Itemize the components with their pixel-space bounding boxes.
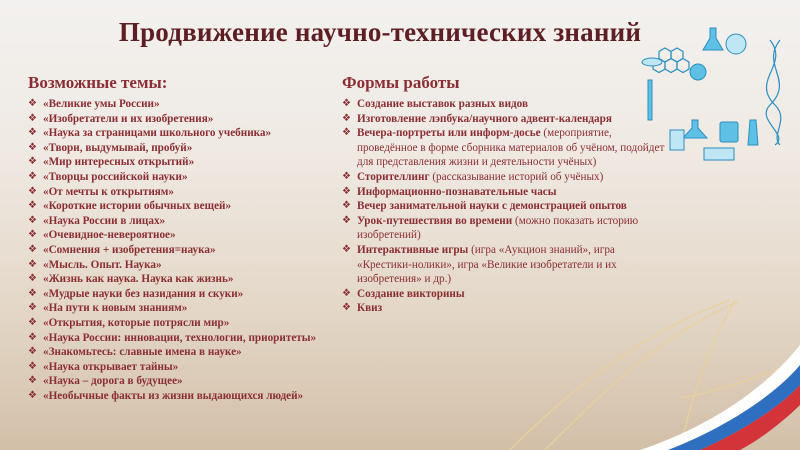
diamond-bullet-icon: ❖: [28, 156, 37, 168]
theme-item: ❖ «На пути к новым знаниям»: [28, 302, 188, 315]
diamond-bullet-icon: ❖: [28, 127, 37, 139]
theme-item: ❖ «Мир интересных открытий»: [28, 156, 195, 169]
form-item: ❖ Интерактивные игры (игра «Аукцион знаний», игра «Крестики-нолики», игра «Великие изобретатели и их изобретения» и др.): [342, 243, 617, 286]
form-item: ❖ Урок-путешествия во времени (можно показать историю изобретений): [342, 214, 639, 242]
diamond-bullet-icon: ❖: [28, 346, 37, 358]
diamond-bullet-icon: ❖: [28, 360, 37, 372]
form-item: ❖ Вечера-портреты или информ-досье (мероприятие, проведённое в форме сборника материалов об учёном, подойдет для представления жизни и деятельности учёных): [342, 127, 665, 169]
theme-item: ❖ «Жизнь как наука. Наука как жизнь»: [28, 273, 234, 286]
diamond-bullet-icon: ❖: [28, 141, 37, 153]
theme-item: ❖ «Наука открывает тайны»: [28, 360, 179, 373]
diamond-bullet-icon: ❖: [28, 229, 37, 241]
themes-list: [28, 97, 348, 403]
theme-item: ❖ «Сомнения + изобретения=наука»: [28, 243, 216, 256]
diamond-bullet-icon: ❖: [28, 200, 37, 212]
diamond-bullet-icon: ❖: [342, 302, 351, 314]
theme-item: ❖ «Наука – дорога в будущее»: [28, 375, 183, 388]
theme-item: ❖ «Наука за страницами школьного учебника»: [28, 127, 272, 140]
diamond-bullet-icon: ❖: [28, 258, 37, 270]
diamond-bullet-icon: ❖: [28, 302, 37, 314]
diamond-bullet-icon: ❖: [28, 243, 37, 255]
theme-item: ❖ «Открытия, которые потрясли мир»: [28, 316, 230, 329]
diamond-bullet-icon: ❖: [28, 98, 37, 109]
theme-item: ❖ «Очевидное-невероятное»: [28, 229, 176, 242]
form-item: ❖ Вечер занимательной науки с демонстрацией опытов: [342, 200, 627, 213]
diamond-bullet-icon: ❖: [342, 185, 351, 197]
diamond-bullet-icon: ❖: [28, 316, 37, 328]
theme-item: ❖ «Мудрые науки без назидания и скуки»: [28, 287, 244, 300]
diamond-bullet-icon: ❖: [28, 287, 37, 299]
form-item: ❖ Изготовление лэпбука/научного адвент-календаря: [342, 112, 612, 125]
theme-item: ❖ «Творцы российской науки»: [28, 170, 188, 183]
form-item: ❖ Квиз: [342, 302, 383, 315]
theme-item: ❖ «Короткие истории обычных вещей»: [28, 200, 232, 213]
diamond-bullet-icon: ❖: [342, 287, 351, 299]
diamond-bullet-icon: ❖: [28, 214, 37, 226]
diamond-bullet-icon: ❖: [28, 375, 37, 387]
forms-list: [342, 97, 672, 316]
theme-item: ❖ «Мысль. Опыт. Наука»: [28, 258, 162, 271]
themes-heading: Возможные темы:: [28, 73, 168, 92]
slide-title: Продвижение научно-технических знаний: [118, 17, 642, 47]
diamond-bullet-icon: ❖: [28, 112, 37, 124]
theme-item: ❖ «Наука России в лицах»: [28, 214, 166, 227]
diamond-bullet-icon: ❖: [28, 170, 37, 182]
diamond-bullet-icon: ❖: [342, 200, 351, 212]
diamond-bullet-icon: ❖: [342, 98, 351, 109]
form-item: ❖ Информационно-познавательные часы: [342, 185, 557, 198]
form-item: ❖ Создание викторины: [342, 287, 465, 300]
diamond-bullet-icon: ❖: [342, 214, 351, 226]
theme-item: ❖ «Твори, выдумывай, пробуй»: [28, 141, 193, 154]
theme-item: ❖ «От мечты к открытиям»: [28, 185, 175, 198]
diamond-bullet-icon: ❖: [28, 185, 37, 197]
science-lab-illustration-icon: [630, 20, 800, 170]
diamond-bullet-icon: ❖: [28, 273, 37, 285]
theme-item: ❖ «Необычные факты из жизни выдающихся людей»: [28, 389, 304, 402]
diamond-bullet-icon: ❖: [28, 331, 37, 343]
form-item: ❖ Создание выставок разных видов: [342, 98, 529, 110]
diamond-bullet-icon: ❖: [342, 112, 351, 124]
diamond-bullet-icon: ❖: [342, 127, 351, 139]
theme-item: ❖ «Знакомьтесь: славные имена в науке»: [28, 346, 242, 359]
theme-item: ❖ «Изобретатели и их изобретения»: [28, 112, 214, 125]
theme-item: ❖ «Наука России: инновации, технологии, приоритеты»: [28, 331, 317, 344]
theme-item: ❖ «Великие умы России»: [28, 98, 160, 110]
form-item: ❖ Сторителлинг (рассказывание историй об учёных): [342, 170, 604, 183]
forms-heading: Формы работы: [342, 73, 460, 92]
diamond-bullet-icon: ❖: [342, 243, 351, 255]
diamond-bullet-icon: ❖: [28, 389, 37, 401]
diamond-bullet-icon: ❖: [342, 170, 351, 182]
